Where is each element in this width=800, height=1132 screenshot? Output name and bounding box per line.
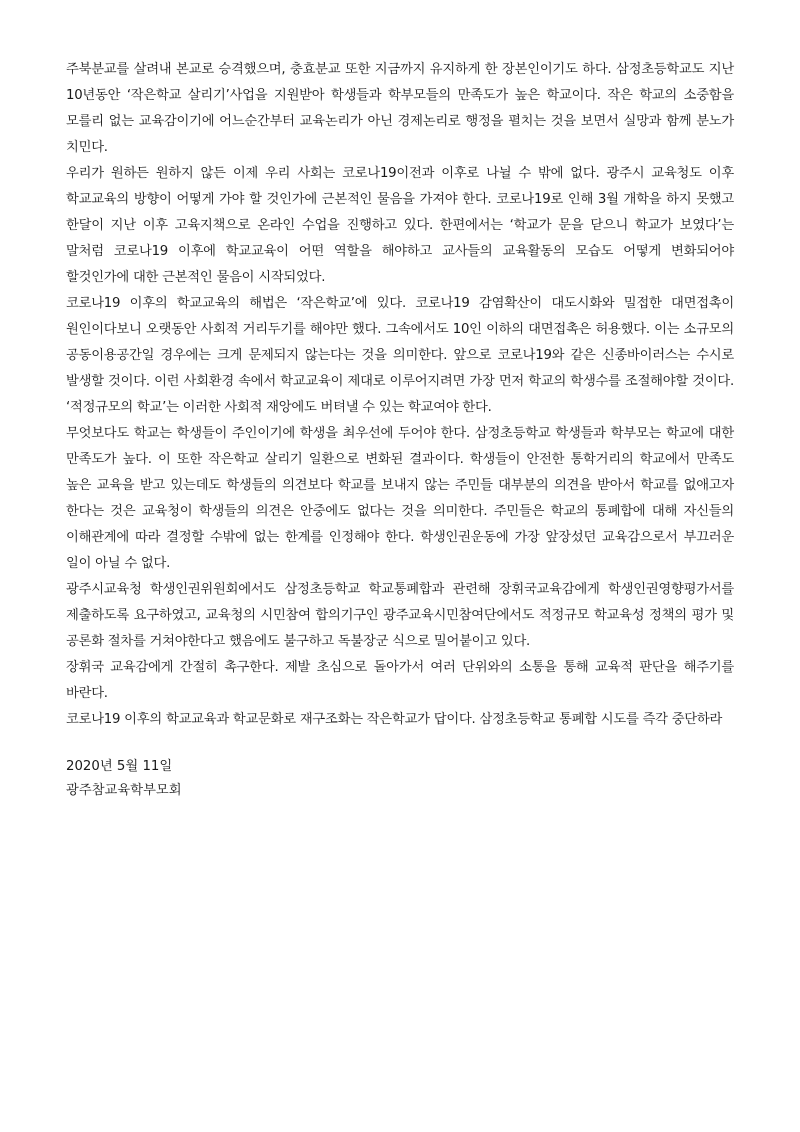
paragraph-5: 광주시교육청 학생인권위원회에서도 삼정초등학교 학교통폐합과 관련해 장휘국교육감에게 학생인권영향평가서를 제출하도록 요구하였고, 교육청의 시민참여 합의기구인 광주교육시민참여단에서도 적정규모 학교육성 정책의 평가 및 공론화 절차를 거쳐야한다고 했음에도 불구하고 독불장군 식으로 밀어붙이고 있다. bbox=[66, 582, 734, 649]
signature-organization: 광주참교육학부모회 bbox=[66, 783, 182, 798]
paragraph-1: 주북분교를 살려내 본교로 승격했으며, 충효분교 또한 지금까지 유지하게 한 장본인이기도 하다. 삼정초등학교도 지난 10년동안 ‘작은학교 살리기’사업을 지원받아 학생들과 학부모들의 만족도가 높은 학교이다. 작은 학교의 소중함을 모를리 없는 교육감이기에 어느순간부터 교육논리가 아닌 경제논리로 행정을 펼치는 것을 보면서 실망과 함께 분노가 치민다. bbox=[66, 62, 734, 155]
paragraph-7: 코로나19 이후의 학교교육과 학교문화로 재구조화는 작은학교가 답이다. 삼정초등학교 통폐합 시도를 즉각 중단하라 bbox=[66, 712, 723, 727]
paragraph-3: 코로나19 이후의 학교교육의 해법은 ‘작은학교’에 있다. 코로나19 감염확산이 대도시화와 밀접한 대면접촉이 원인이다보니 오랫동안 사회적 거리두기를 해야만 했다. 그속에서도 10인 이하의 대면접촉은 허용했다. 이는 소규모의 공동이용공간일 경우에는 크게 문제되지 않는다는 것을 의미한다. 앞으로 코로나19와 같은 신종바이러스는 수시로 발생할 것이다. 이런 사회환경 속에서 학교교육이 제대로 이루어지려면 가장 먼저 학교의 학생수를 조절해야할 것이다. ‘적정규모의 학교’는 이러한 사회적 재앙에도 버텨낼 수 있는 학교여야 한다. bbox=[66, 296, 734, 415]
signature-date: 2020년 5월 11일 bbox=[66, 759, 173, 774]
signature-block bbox=[66, 755, 734, 803]
paragraph-2: 우리가 원하든 원하지 않든 이제 우리 사회는 코로나19이전과 이후로 나뉠 수 밖에 없다. 광주시 교육청도 이후 학교교육의 방향이 어떻게 가야 할 것인가에 근본적인 물음을 가져야 한다. 코로나19로 인해 3월 개학을 하지 못했고 한달이 지난 이후 고육지책으로 온라인 수업을 진행하고 있다. 한편에서는 ‘학교가 문을 닫으니 학교가 보였다’는 말처럼 코로나19 이후에 학교교육이 어떤 역할을 해야하고 교사들의 교육활동의 모습도 어떻게 변화되어야 할것인가에 대한 근본적인 물음이 시작되었다. bbox=[66, 166, 734, 285]
paragraph-4: 무엇보다도 학교는 학생들이 주인이기에 학생을 최우선에 두어야 한다. 삼정초등학교 학생들과 학부모는 학교에 대한 만족도가 높다. 이 또한 작은학교 살리기 일환으로 변화된 결과이다. 학생들이 안전한 통학거리의 학교에서 만족도 높은 교육을 받고 있는데도 학생들의 의견보다 학교를 보내지 않는 주민들 대부분의 의견을 받아서 학교를 없애고자 한다는 것은 교육청이 학생들의 의견은 안중에도 없다는 것을 의미한다. 주민들은 학교의 통폐합에 대해 자신들의 이해관계에 따라 결정할 수밖에 없는 한계를 인정해야 한다. 학생인권운동에 가장 앞장섰던 교육감으로서 부끄러운 일이 아닐 수 없다. bbox=[66, 426, 734, 571]
paragraph-6: 장휘국 교육감에게 간절히 촉구한다. 제발 초심으로 돌아가서 여러 단위와의 소통을 통해 교육적 판단을 해주기를 바란다. bbox=[66, 660, 734, 701]
